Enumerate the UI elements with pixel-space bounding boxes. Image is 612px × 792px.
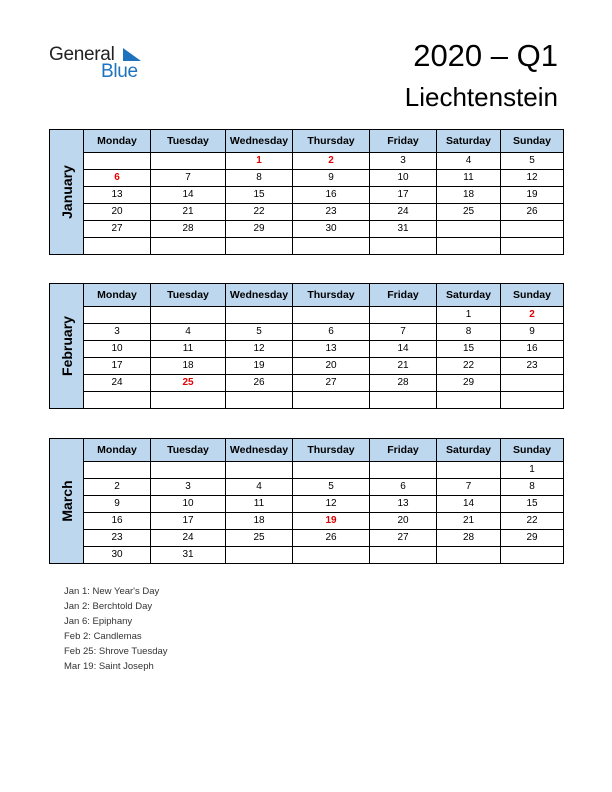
day-cell: 24 [370, 204, 437, 221]
day-cell: 19 [226, 358, 293, 375]
day-cell: 23 [501, 358, 564, 375]
day-cell: 28 [151, 221, 226, 238]
day-cell: 20 [84, 204, 151, 221]
day-cell: 1 [501, 462, 564, 479]
month-label-cell [49, 438, 84, 564]
holiday-item: Feb 25: Shrove Tuesday [64, 646, 168, 657]
holiday-day-cell: 1 [226, 153, 293, 170]
day-cell: 16 [293, 187, 370, 204]
week-row [84, 341, 564, 358]
day-cell [226, 392, 293, 409]
week-row [84, 496, 564, 513]
holiday-list [64, 584, 168, 674]
day-cell [293, 307, 370, 324]
day-cell: 9 [501, 324, 564, 341]
day-cell: 22 [437, 358, 501, 375]
holiday-day-cell: 6 [84, 170, 151, 187]
week-row [84, 479, 564, 496]
month-name: January [58, 165, 75, 219]
day-cell [84, 238, 151, 255]
weekday-header: Monday [84, 439, 151, 462]
day-cell [226, 547, 293, 564]
day-cell [501, 375, 564, 392]
day-cell [437, 392, 501, 409]
day-cell [84, 462, 151, 479]
calendar-table [83, 438, 564, 564]
day-cell: 20 [293, 358, 370, 375]
day-cell: 13 [84, 187, 151, 204]
week-row [84, 513, 564, 530]
day-cell: 18 [226, 513, 293, 530]
day-cell [437, 238, 501, 255]
day-cell: 3 [151, 479, 226, 496]
day-cell: 18 [151, 358, 226, 375]
week-row [84, 530, 564, 547]
day-cell: 17 [370, 187, 437, 204]
day-cell [370, 462, 437, 479]
weekday-header: Tuesday [151, 284, 226, 307]
holiday-day-cell: 25 [151, 375, 226, 392]
day-cell: 11 [437, 170, 501, 187]
day-cell: 7 [437, 479, 501, 496]
holiday-day-cell: 2 [293, 153, 370, 170]
day-cell: 21 [370, 358, 437, 375]
day-cell: 13 [293, 341, 370, 358]
day-cell [151, 462, 226, 479]
day-cell: 14 [437, 496, 501, 513]
calendar-table [83, 129, 564, 255]
day-cell: 8 [501, 479, 564, 496]
day-cell: 8 [226, 170, 293, 187]
day-cell [501, 238, 564, 255]
weekday-header-row [84, 439, 564, 462]
brand-logo [49, 44, 159, 84]
day-cell [293, 238, 370, 255]
day-cell: 23 [84, 530, 151, 547]
day-cell: 26 [226, 375, 293, 392]
day-cell: 9 [293, 170, 370, 187]
month-calendar-march [49, 438, 563, 564]
holiday-item: Jan 6: Epiphany [64, 616, 133, 627]
week-row [84, 547, 564, 564]
day-cell: 21 [151, 204, 226, 221]
day-cell: 5 [501, 153, 564, 170]
day-cell: 21 [437, 513, 501, 530]
day-cell: 4 [437, 153, 501, 170]
weekday-header: Sunday [501, 284, 564, 307]
day-cell: 16 [501, 341, 564, 358]
weekday-header: Saturday [437, 439, 501, 462]
day-cell: 28 [437, 530, 501, 547]
day-cell: 12 [501, 170, 564, 187]
day-cell [370, 547, 437, 564]
logo-text-blue: Blue [101, 61, 138, 82]
day-cell: 4 [151, 324, 226, 341]
day-cell: 27 [84, 221, 151, 238]
weekday-header: Friday [370, 439, 437, 462]
day-cell: 17 [84, 358, 151, 375]
day-cell: 23 [293, 204, 370, 221]
weekday-header: Thursday [293, 130, 370, 153]
day-cell: 2 [84, 479, 151, 496]
day-cell [437, 547, 501, 564]
holiday-day-cell: 2 [501, 307, 564, 324]
day-cell [501, 392, 564, 409]
country-name: Liechtenstein [404, 82, 558, 112]
weekday-header: Sunday [501, 439, 564, 462]
day-cell: 5 [293, 479, 370, 496]
day-cell: 24 [151, 530, 226, 547]
day-cell: 30 [293, 221, 370, 238]
day-cell: 25 [226, 530, 293, 547]
day-cell: 10 [370, 170, 437, 187]
month-calendar-january [49, 129, 563, 255]
month-name: February [58, 316, 75, 376]
holiday-item: Jan 1: New Year's Day [64, 586, 160, 597]
day-cell: 26 [293, 530, 370, 547]
day-cell: 16 [84, 513, 151, 530]
day-cell: 13 [370, 496, 437, 513]
day-cell: 14 [370, 341, 437, 358]
day-cell: 10 [151, 496, 226, 513]
day-cell: 9 [84, 496, 151, 513]
day-cell: 27 [293, 375, 370, 392]
day-cell: 25 [437, 204, 501, 221]
month-label-cell [49, 283, 84, 409]
month-calendar-february [49, 283, 563, 409]
week-row [84, 324, 564, 341]
day-cell: 28 [370, 375, 437, 392]
day-cell [151, 153, 226, 170]
day-cell: 3 [370, 153, 437, 170]
day-cell: 22 [501, 513, 564, 530]
month-label-cell [49, 129, 84, 255]
day-cell [370, 307, 437, 324]
weekday-header: Wednesday [226, 130, 293, 153]
day-cell [437, 462, 501, 479]
day-cell: 12 [293, 496, 370, 513]
day-cell [84, 392, 151, 409]
week-row [84, 392, 564, 409]
day-cell: 31 [151, 547, 226, 564]
week-row [84, 170, 564, 187]
day-cell [84, 307, 151, 324]
day-cell [151, 392, 226, 409]
logo-text-general: General [49, 44, 115, 65]
weekday-header: Friday [370, 284, 437, 307]
week-row [84, 358, 564, 375]
weekday-header: Tuesday [151, 130, 226, 153]
day-cell: 24 [84, 375, 151, 392]
holiday-item: Mar 19: Saint Joseph [64, 661, 154, 672]
day-cell: 29 [437, 375, 501, 392]
weekday-header-row [84, 130, 564, 153]
day-cell: 15 [437, 341, 501, 358]
day-cell [226, 238, 293, 255]
day-cell: 6 [293, 324, 370, 341]
day-cell: 7 [370, 324, 437, 341]
day-cell: 17 [151, 513, 226, 530]
weekday-header-row [84, 284, 564, 307]
day-cell: 3 [84, 324, 151, 341]
day-cell: 5 [226, 324, 293, 341]
week-row [84, 375, 564, 392]
week-row [84, 307, 564, 324]
day-cell: 6 [370, 479, 437, 496]
day-cell: 1 [437, 307, 501, 324]
day-cell [370, 238, 437, 255]
weekday-header: Sunday [501, 130, 564, 153]
weekday-header: Wednesday [226, 439, 293, 462]
day-cell [293, 547, 370, 564]
week-row [84, 221, 564, 238]
weekday-header: Monday [84, 130, 151, 153]
holiday-item: Feb 2: Candlemas [64, 631, 142, 642]
day-cell: 19 [501, 187, 564, 204]
day-cell: 7 [151, 170, 226, 187]
month-name: March [58, 480, 75, 522]
week-row [84, 462, 564, 479]
day-cell: 27 [370, 530, 437, 547]
day-cell: 31 [370, 221, 437, 238]
day-cell [84, 153, 151, 170]
day-cell: 12 [226, 341, 293, 358]
day-cell [226, 462, 293, 479]
day-cell [501, 221, 564, 238]
day-cell [293, 392, 370, 409]
day-cell: 26 [501, 204, 564, 221]
weekday-header: Thursday [293, 284, 370, 307]
day-cell [151, 307, 226, 324]
day-cell: 8 [437, 324, 501, 341]
day-cell: 4 [226, 479, 293, 496]
day-cell: 29 [226, 221, 293, 238]
weekday-header: Saturday [437, 130, 501, 153]
day-cell: 20 [370, 513, 437, 530]
day-cell [151, 238, 226, 255]
day-cell [226, 307, 293, 324]
weekday-header: Wednesday [226, 284, 293, 307]
day-cell: 22 [226, 204, 293, 221]
day-cell: 15 [226, 187, 293, 204]
day-cell: 14 [151, 187, 226, 204]
day-cell [370, 392, 437, 409]
day-cell [501, 547, 564, 564]
week-row [84, 204, 564, 221]
page-title: 2020 – Q1 [413, 38, 558, 73]
day-cell: 30 [84, 547, 151, 564]
week-row [84, 238, 564, 255]
weekday-header: Saturday [437, 284, 501, 307]
day-cell: 11 [151, 341, 226, 358]
day-cell: 18 [437, 187, 501, 204]
week-row [84, 187, 564, 204]
day-cell [293, 462, 370, 479]
weekday-header: Thursday [293, 439, 370, 462]
day-cell: 10 [84, 341, 151, 358]
weekday-header: Tuesday [151, 439, 226, 462]
day-cell: 11 [226, 496, 293, 513]
day-cell: 15 [501, 496, 564, 513]
day-cell: 29 [501, 530, 564, 547]
week-row [84, 153, 564, 170]
holiday-item: Jan 2: Berchtold Day [64, 601, 153, 612]
day-cell [437, 221, 501, 238]
holiday-day-cell: 19 [293, 513, 370, 530]
weekday-header: Monday [84, 284, 151, 307]
calendar-table [83, 283, 564, 409]
weekday-header: Friday [370, 130, 437, 153]
